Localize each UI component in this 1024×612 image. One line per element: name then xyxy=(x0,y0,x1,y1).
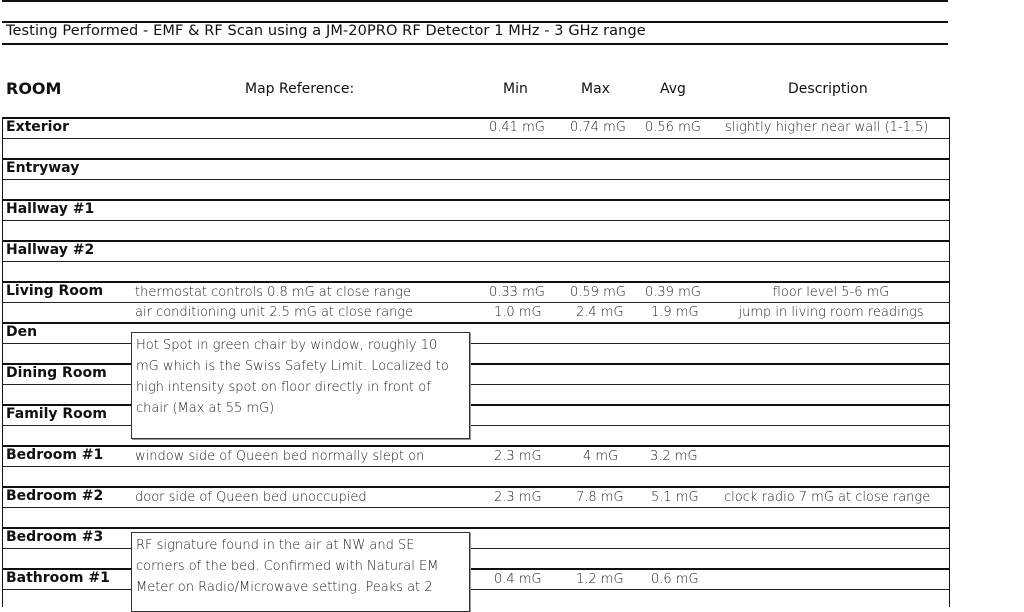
bedroom-2-min: 2.3 mG xyxy=(494,490,542,505)
row-line xyxy=(2,486,950,488)
bedroom-1-max: 4 mG xyxy=(583,449,619,464)
page-heading: Testing Performed - EMF & RF Scan using a JM-20PRO RF Detector 1 MHz - 3 GHz range xyxy=(6,23,646,39)
room-label-bedroom-1: Bedroom #1 xyxy=(6,447,104,463)
row-line xyxy=(2,281,950,283)
living-room-description-1: floor level 5-6 mG xyxy=(772,285,890,300)
bedroom-1-map-reference: window side of Queen bed normally slept on xyxy=(135,449,425,464)
bathroom-1-min: 0.4 mG xyxy=(494,572,542,587)
row-line xyxy=(2,199,950,201)
room-label-living-room: Living Room xyxy=(6,283,104,299)
bedroom-2-description: clock radio 7 mG at close range xyxy=(724,490,931,505)
room-label-hallway-1: Hallway #1 xyxy=(6,201,95,217)
room-label-dining-room: Dining Room xyxy=(6,365,107,381)
note-line: Meter on Radio/Microwave setting. Peaks at 2 xyxy=(136,580,433,595)
living-room-map-reference-1: thermostat controls 0.8 mG at close range xyxy=(135,285,411,300)
room-label-bedroom-3: Bedroom #3 xyxy=(6,529,104,545)
bathroom-1-max: 1.2 mG xyxy=(576,572,624,587)
column-header-room: ROOM xyxy=(6,79,62,98)
living-room-min-1: 0.33 mG xyxy=(489,285,545,300)
note-line: RF signature found in the air at NW and SE xyxy=(136,538,415,553)
top-rule xyxy=(2,0,948,2)
exterior-description: slightly higher near wall (1-1.5) xyxy=(725,120,929,135)
bedroom-2-map-reference: door side of Queen bed unoccupied xyxy=(135,490,367,505)
room-label-bathroom-1: Bathroom #1 xyxy=(6,570,110,586)
living-room-min-2: 1.0 mG xyxy=(494,305,542,320)
room-label-entryway: Entryway xyxy=(6,160,80,176)
row-line xyxy=(2,322,950,324)
note-line: high intensity spot on floor directly in front of xyxy=(136,380,431,395)
note-line: Hot Spot in green chair by window, roughly 10 xyxy=(136,338,438,353)
column-header-min: Min xyxy=(503,81,528,97)
room-label-den: Den xyxy=(6,324,38,340)
bedroom-1-min: 2.3 mG xyxy=(494,449,542,464)
column-header-avg: Avg xyxy=(660,81,686,97)
room-label-hallway-2: Hallway #2 xyxy=(6,242,95,258)
exterior-avg: 0.56 mG xyxy=(645,120,701,135)
row-line xyxy=(2,117,950,119)
room-label-bedroom-2: Bedroom #2 xyxy=(6,488,104,504)
bedroom-1-avg: 3.2 mG xyxy=(650,449,698,464)
living-room-avg-1: 0.39 mG xyxy=(645,285,701,300)
exterior-min: 0.41 mG xyxy=(489,120,545,135)
note-line: corners of the bed. Confirmed with Natural EM xyxy=(136,559,439,574)
row-line xyxy=(2,158,950,160)
row-line xyxy=(2,138,950,139)
column-header-description: Description xyxy=(788,81,868,97)
living-room-map-reference-2: air conditioning unit 2.5 mG at close range xyxy=(135,305,414,320)
bathroom-1-avg: 0.6 mG xyxy=(651,572,699,587)
bedroom-2-max: 7.8 mG xyxy=(576,490,624,505)
row-line xyxy=(2,261,950,262)
room-label-family-room: Family Room xyxy=(6,406,107,422)
row-line xyxy=(2,507,950,508)
heading-bottom-rule xyxy=(2,43,948,45)
living-room-avg-2: 1.9 mG xyxy=(651,305,699,320)
den-hot-spot-note xyxy=(131,332,470,439)
note-line: chair (Max at 55 mG) xyxy=(136,401,275,416)
living-room-max-2: 2.4 mG xyxy=(576,305,624,320)
row-line xyxy=(2,445,950,447)
row-line xyxy=(2,220,950,221)
note-line: mG which is the Swiss Safety Limit. Localized to xyxy=(136,359,449,374)
bedroom-2-avg: 5.1 mG xyxy=(651,490,699,505)
row-line xyxy=(2,302,950,303)
room-label-exterior: Exterior xyxy=(6,119,70,135)
exterior-max: 0.74 mG xyxy=(570,120,626,135)
living-room-description-2: jump in living room readings xyxy=(738,305,924,320)
row-line xyxy=(2,527,950,529)
row-line xyxy=(2,240,950,242)
living-room-max-1: 0.59 mG xyxy=(570,285,626,300)
bedroom-3-rf-note xyxy=(131,532,470,612)
row-line xyxy=(2,466,950,467)
column-header-map-reference: Map Reference: xyxy=(245,81,355,97)
column-header-max: Max xyxy=(581,81,610,97)
row-line xyxy=(2,179,950,180)
